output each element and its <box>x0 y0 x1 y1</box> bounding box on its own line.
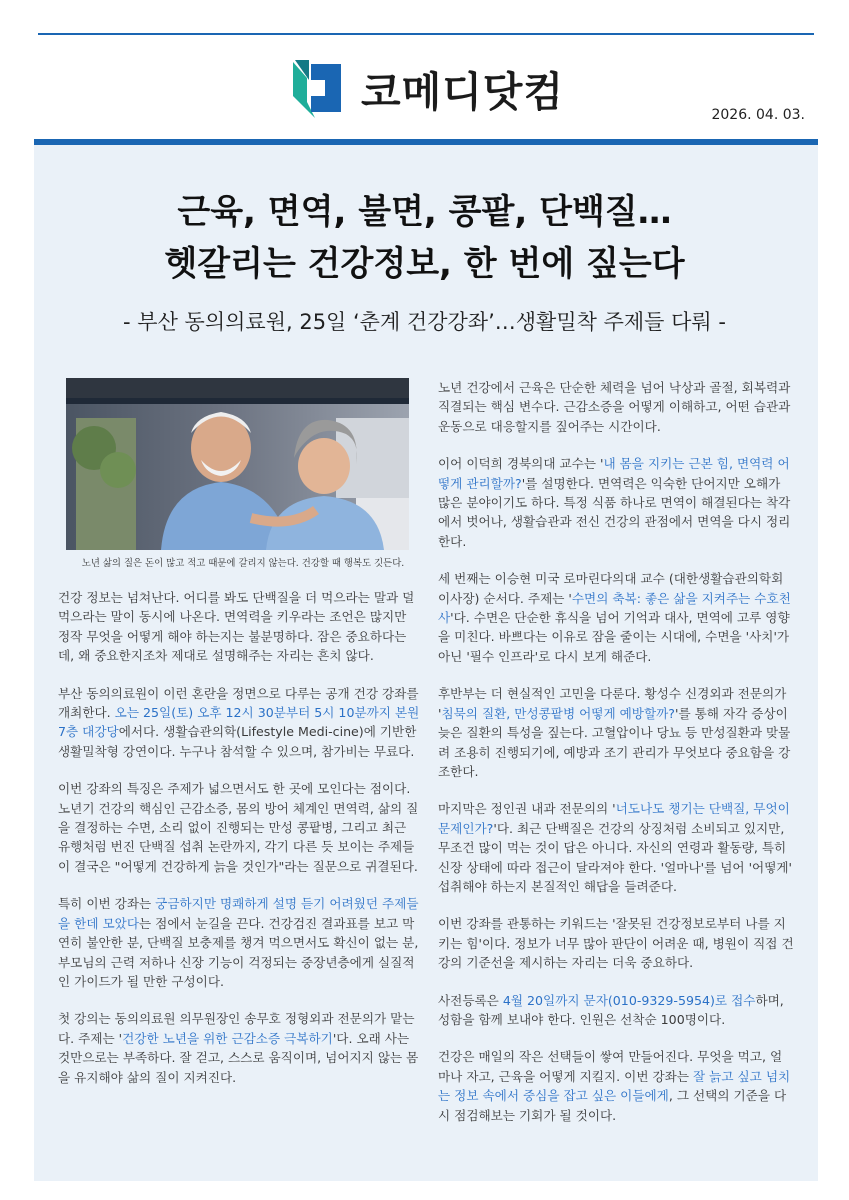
paragraph: 첫 강의는 동의의료원 의무원장인 송무호 정형외과 전문의가 맡는다. 주제는 '건강한 노년을 위한 근감소증 극복하기'다. 오래 사는 것만으로는 부족하다. 잘 걷고, 스스로 움직이며, 넘어지지 않는 몸을 유지해야 삶의 질이 지켜진다. <box>58 1011 419 1085</box>
paragraph: 이번 강좌를 관통하는 키워드는 '잘못된 건강정보로부터 나를 지키는 힘'이다. 정보가 너무 많아 판단이 어려운 때, 병원이 직접 건강의 기준선을 제시하는 자리는 더욱 중요하다. <box>438 916 794 971</box>
komedi-logo-icon[interactable] <box>285 56 347 120</box>
headline-line1: 근육, 면역, 불면, 콩팥, 단백질… <box>177 192 672 232</box>
lecture-title-highlight: 내 몸을 지키는 근본 힘, 면역력 어떻게 관리할까? <box>438 456 790 491</box>
paragraph: 건강은 매일의 작은 선택들이 쌓여 만들어진다. 무엇을 먹고, 얼마나 자고, 근육을 어떻게 지킬지. 이번 강좌는 잘 늙고 싶고 넘치는 정보 속에서 중심을 잡고 싶은 이들에게, 그 선택의 기준을 다시 점검해보는 기회가 될 것이다. <box>438 1049 791 1123</box>
paragraph: 이번 강좌의 특징은 주제가 넓으면서도 한 곳에 모인다는 점이다. 노년기 건강의 핵심인 근감소증, 몸의 방어 체계인 면역력, 삶의 질을 결정하는 수면, 소리 없이 진행되는 만성 콩팥병, 그리고 최근 유행처럼 번진 단백질 섭취 논란까지, 각기 다른 듯 보이는 주제들이 결국은 "어떻게 건강하게 늙을 것인가"라는 질문으로 귀결된다. <box>58 781 419 874</box>
highlight: 잘 늙고 싶고 넘치는 정보 속에서 중심을 잡고 싶은 이들에게 <box>438 1068 791 1104</box>
photo-caption: 노년 삶의 질은 돈이 많고 적고 때문에 갈리지 않는다. 건강할 때 행복도 깃든다. <box>81 558 405 569</box>
paragraph: 부산 동의의료원이 이런 혼란을 정면으로 다루는 공개 건강 강좌를 개최한다. 오는 25일(토) 오후 12시 30분부터 5시 10분까지 본원 7층 대강당에서다. 생활습관의학(Lifestyle Medi-cine)에 기반한 생활밀착형 강연이다. 누구나 참석할 수 있으며, 참가비는 무료다. <box>58 685 420 759</box>
article-photo <box>66 378 409 550</box>
lecture-title-highlight: 건강한 노년을 위한 근감소증 극복하기 <box>122 1030 333 1046</box>
lecture-title-highlight: 너도나도 챙기는 단백질, 무엇이 문제인가? <box>438 801 790 836</box>
paragraph: 세 번째는 이승현 미국 로마린다의대 교수 (대한생활습관의학회 이사장) 순서다. 주제는 '수면의 축복: 좋은 삶을 지켜주는 수호천사'다. 수면은 단순한 휴식을 넘어 기억과 대사, 면역에 고루 영향을 미친다. 바쁘다는 이유로 잠을 줄이는 시대에, 수면을 '사치'가 아닌 '필수 인프라'로 다시 보게 해준다. <box>438 571 791 664</box>
paragraph: 후반부는 더 현실적인 고민을 다룬다. 황성수 신경외과 전문의가 '침묵의 질환, 만성콩팥병 어떻게 예방할까?'를 통해 자각 증상이 늦은 질환의 특성을 짚는다. 고혈압이나 당뇨 등 만성질환과 맞물려 조용히 진행되기에, 예방과 조기 관리가 무엇보다 중요함을 강조한다. <box>438 686 791 779</box>
paragraph: 사전등록은 4월 20일까지 문자(010-9329-5954)로 접수하며, 성함을 함께 보내야 한다. 인원은 선착순 100명이다. <box>438 992 784 1027</box>
paragraph: 노년 건강에서 근육은 단순한 체력을 넘어 낙상과 골절, 회복력과 직결되는 핵심 변수다. 근감소증을 어떻게 이해하고, 어떤 습관과 운동으로 대응할지를 짚어주는 시간이다. <box>438 380 791 434</box>
event-schedule-highlight: 오는 25일(토) 오후 12시 30분부터 5시 10분까지 본원 7층 대강당 <box>58 705 420 740</box>
paragraph: 건강 정보는 넘쳐난다. 어디를 봐도 단백질을 더 먹으라는 말과 덜 먹으라는 말이 동시에 나온다. 면역력을 키우라는 조언은 많지만 정작 무엇을 어떻게 해야 하는지는 불분명하다. 잠은 중요하다는데, 왜 중요한지조차 제대로 설명해주는 자리는 흔치 않다. <box>58 590 415 664</box>
paragraph: 마지막은 정인권 내과 전문의의 '너도나도 챙기는 단백질, 무엇이 문제인가?'다. 최근 단백질은 건강의 상징처럼 소비되고 있지만, 무조건 많이 먹는 것이 답은 아니다. 자신의 연령과 활동량, 특히 신장 상태에 따라 접근이 달라져야 한다. '얼마나'를 넘어 '어떻게' 섭취해야 하는지 본질적인 해답을 들려준다. <box>438 801 793 894</box>
brand-name[interactable]: 코메디닷컴 <box>360 67 565 116</box>
publish-date: 2026. 04. 03. <box>711 107 805 123</box>
paragraph: 이어 이덕희 경북의대 교수는 '내 몸을 지키는 근본 힘, 면역력 어떻게 관리할까?'를 설명한다. 면역력은 익숙한 단어지만 오해가 많은 분야이기도 하다. 특정 식품 하나로 면역이 해결된다는 착각에서 벗어나, 생활습관과 전신 건강의 관점에서 면역을 다시 정리한다. <box>438 456 791 549</box>
lecture-title-highlight: 수면의 축복: 좋은 삶을 지켜주는 수호천사 <box>438 590 791 626</box>
headline <box>0 186 849 290</box>
highlight: 궁금하지만 명쾌하게 설명 듣기 어려웠던 주제들을 한데 모았다 <box>58 896 419 931</box>
paragraph: 특히 이번 강좌는 궁금하지만 명쾌하게 설명 듣기 어려웠던 주제들을 한데 모았다는 점에서 눈길을 끈다. 건강검진 결과표를 보고 막연히 불안한 분, 단백질 보충제를 챙겨 먹으면서도 확신이 없는 분, 부모님의 근력 저하나 신장 기능이 걱정되는 중장년층에게 실질적인 가이드가 될 만한 구성이다. <box>58 896 419 989</box>
article-column-right <box>438 378 794 1143</box>
registration-highlight: 4월 20일까지 문자(010-9329-5954)로 접수 <box>502 992 756 1008</box>
top-rule <box>38 33 814 35</box>
lecture-title-highlight: 침묵의 질환, 만성콩팥병 어떻게 예방할까? <box>441 705 675 721</box>
subheadline: - 부산 동의의료원, 25일 ‘춘계 건강강좌’…생활밀착 주제들 다뤄 - <box>123 310 726 334</box>
article-column-left <box>58 588 420 1105</box>
headline-line2: 헷갈리는 건강정보, 한 번에 짚는다 <box>164 244 685 284</box>
